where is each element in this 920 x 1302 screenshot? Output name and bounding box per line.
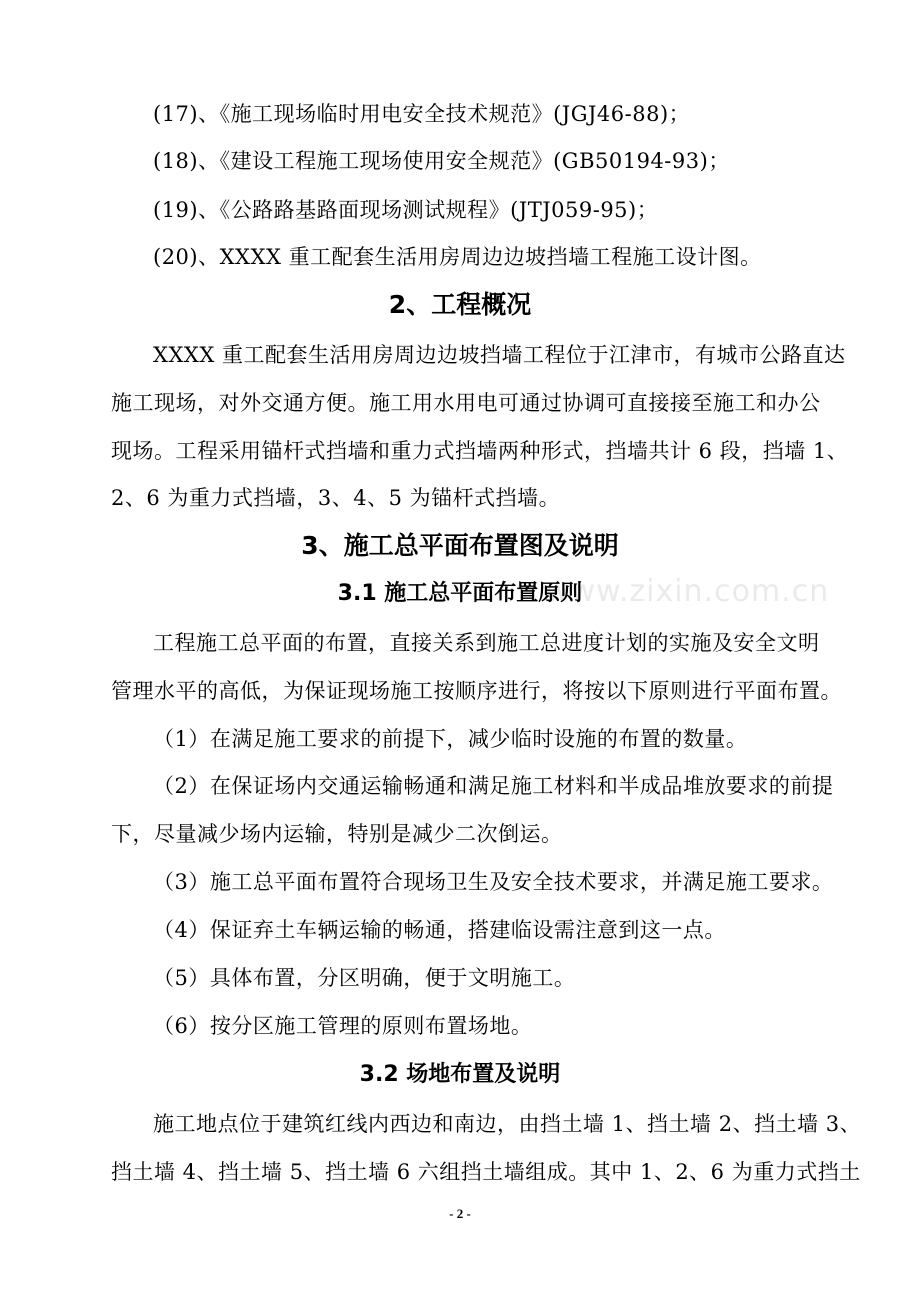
paragraph-line: 挡土墙 4、挡土墙 5、挡土墙 6 六组挡土墙组成。其中 1、2、6 为重力式挡土	[111, 1160, 861, 1184]
watermark: www.zixin.com.cn	[545, 574, 830, 609]
page-number: - 2 -	[449, 1206, 471, 1221]
subsection-heading: 3.2 场地布置及说明	[359, 1062, 561, 1087]
paragraph-line: 管理水平的高低，为保证现场施工按顺序进行，将按以下原则进行平面布置。	[111, 679, 842, 703]
reference-item: (20)、XXXX 重工配套生活用房周边边坡挡墙工程施工设计图。	[153, 245, 762, 269]
reference-item: (17)、《施工现场临时用电安全技术规范》(JGJ46-88)；	[153, 102, 691, 126]
paragraph-line: 2、6 为重力式挡墙，3、4、5 为锚杆式挡墙。	[111, 486, 561, 510]
list-item: 下，尽量减少场内运输，特别是减少二次倒运。	[111, 822, 563, 846]
section-heading: 3、施工总平面布置图及说明	[301, 531, 619, 560]
reference-item: (18)、《建设工程施工现场使用安全规范》(GB50194-93)；	[153, 149, 730, 173]
list-item: （1）在满足施工要求的前提下，减少临时设施的布置的数量。	[153, 727, 748, 751]
paragraph-line: 施工现场，对外交通方便。施工用水用电可通过协调可直接接至施工和办公	[111, 391, 821, 415]
list-item: （6）按分区施工管理的原则布置场地。	[153, 1014, 533, 1038]
list-item: （4）保证弃土车辆运输的畅通，搭建临设需注意到这一点。	[153, 918, 726, 942]
list-item: （2）在保证场内交通运输畅通和满足施工材料和半成品堆放要求的前提	[153, 774, 834, 798]
reference-item: (19)、《公路路基路面现场测试规程》(JTJ059-95)；	[153, 198, 659, 222]
subsection-heading: 3.1 施工总平面布置原则	[337, 581, 583, 606]
section-heading: 2、工程概况	[388, 290, 532, 319]
list-item: （3）施工总平面布置符合现场卫生及安全技术要求，并满足施工要求。	[153, 870, 834, 894]
paragraph-line: 现场。工程采用锚杆式挡墙和重力式挡墙两种形式，挡墙共计 6 段，挡墙 1、	[111, 439, 849, 463]
paragraph-line: XXXX 重工配套生活用房周边边坡挡墙工程位于江津市，有城市公路直达	[153, 343, 846, 367]
list-item: （5）具体布置，分区明确，便于文明施工。	[153, 966, 576, 990]
paragraph-line: 施工地点位于建筑红线内西边和南边，由挡土墙 1、挡土墙 2、挡土墙 3、	[153, 1112, 862, 1136]
paragraph-line: 工程施工总平面的布置，直接关系到施工总进度计划的实施及安全文明	[153, 631, 820, 655]
